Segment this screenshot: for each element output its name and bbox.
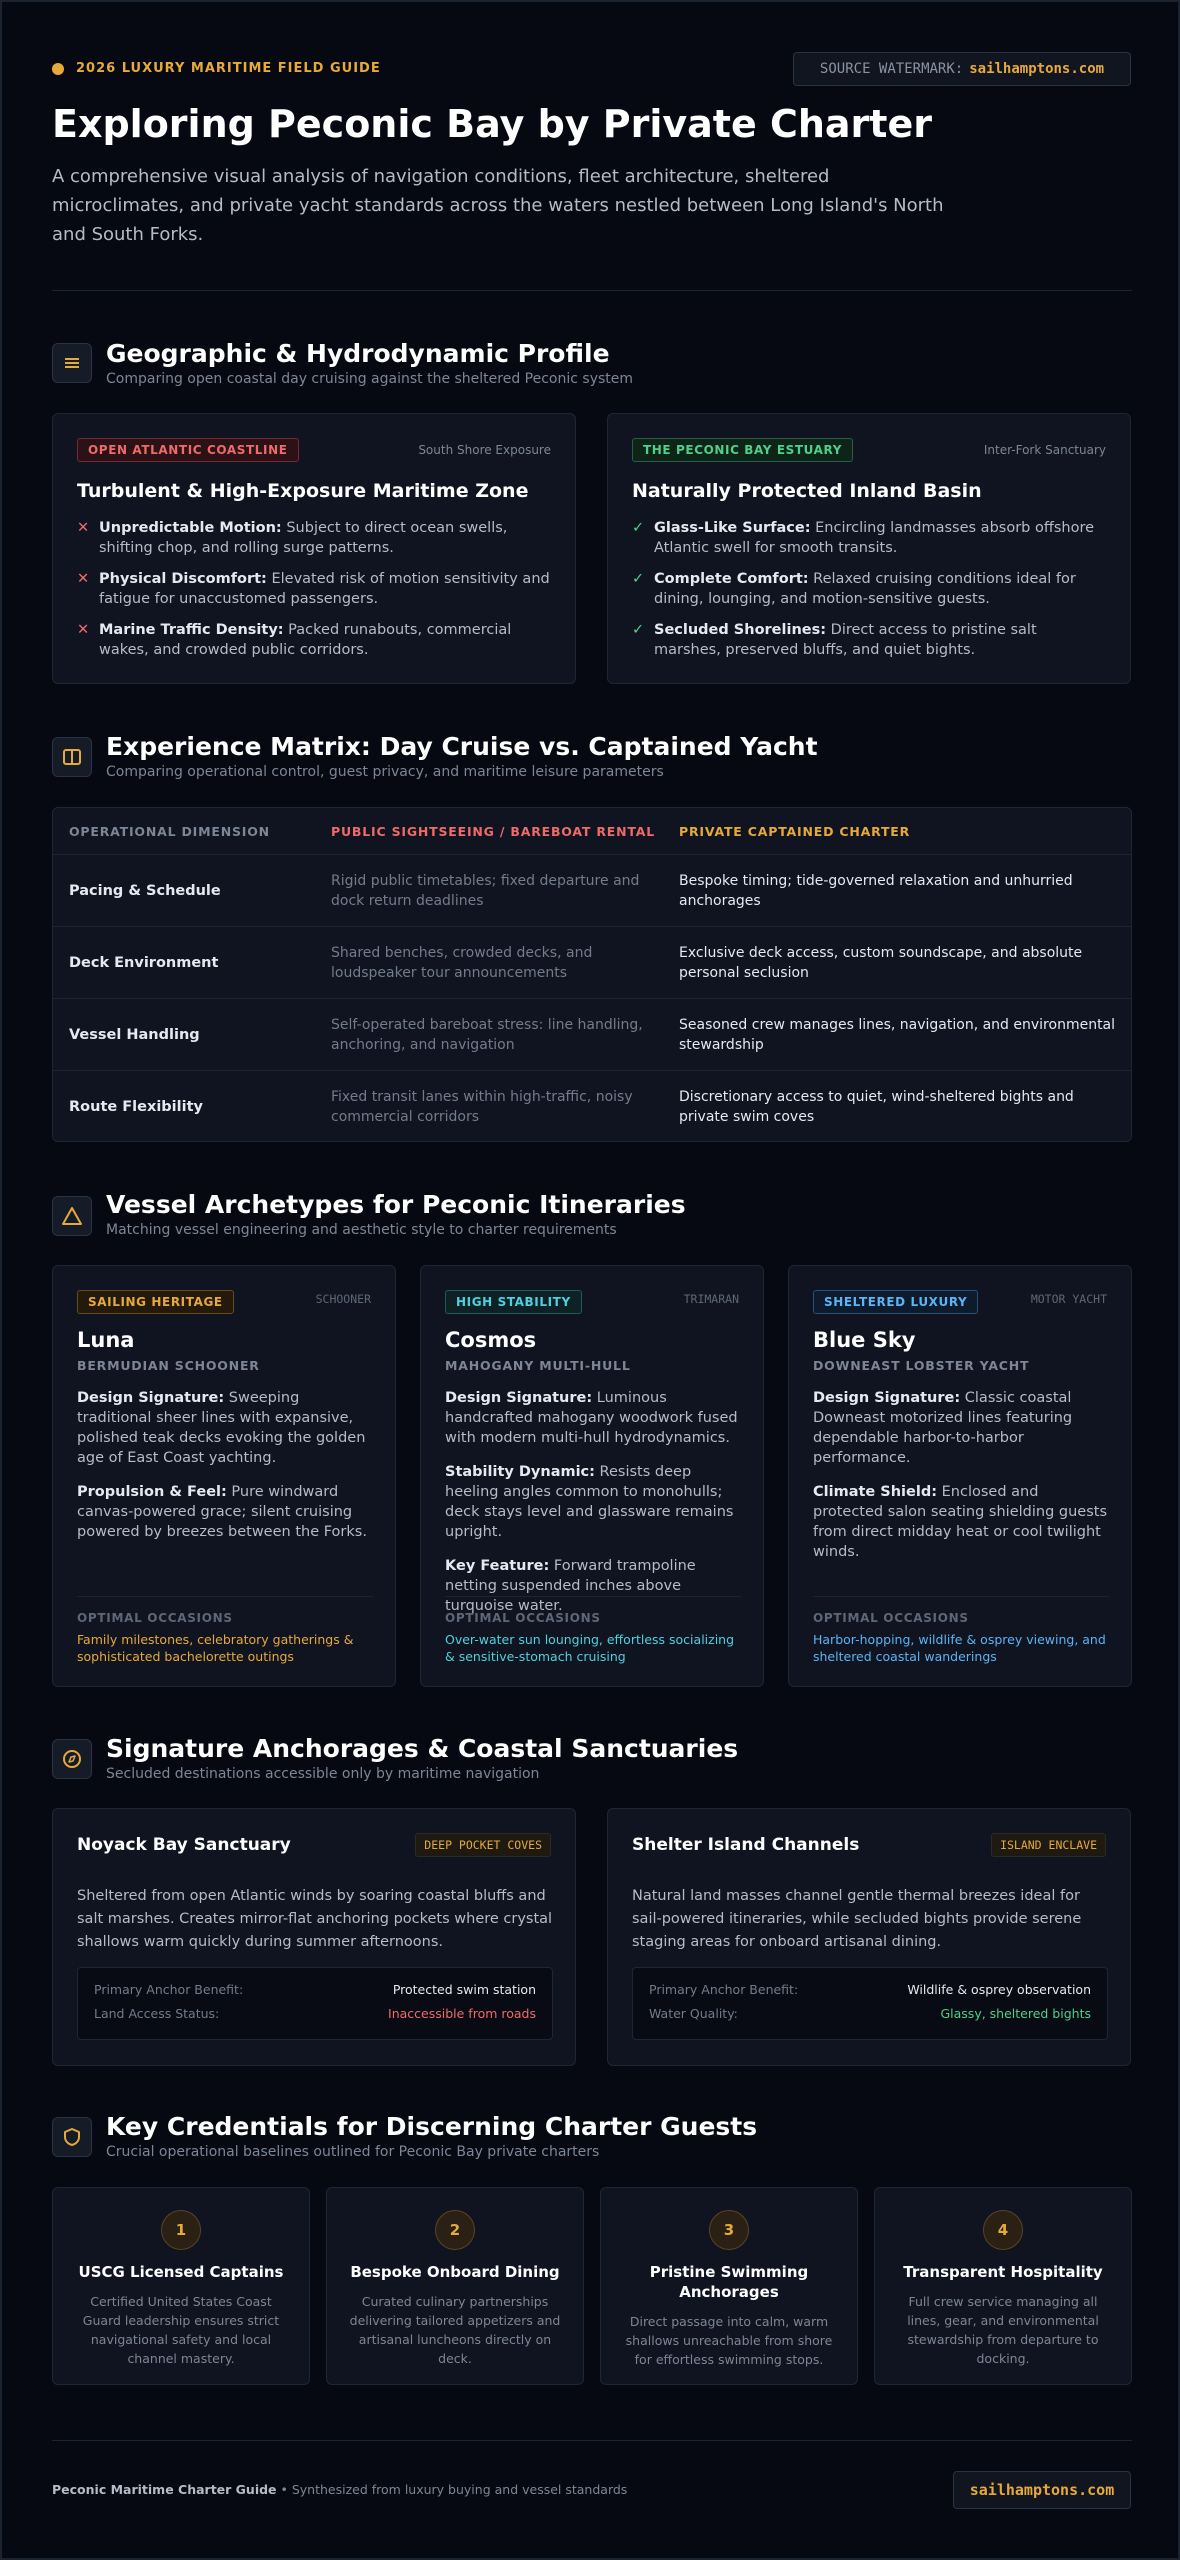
credential-card xyxy=(874,2187,1132,2385)
vessel-detail: Design Signature: Sweeping traditional sheer lines with expansive, polished teak decks evoking the golden age of East Coast yachting. xyxy=(77,1390,366,1466)
section-subtitle-vessels: Matching vessel engineering and aesthetic style to charter requirements xyxy=(106,1222,617,1238)
row-public: Self-operated bareboat stress: line handling, anchoring, and navigation xyxy=(331,1017,643,1053)
kicker-dot-icon xyxy=(52,63,64,75)
vessel-kind: MOTOR YACHT xyxy=(1030,1292,1107,1306)
occasions-label: OPTIMAL OCCASIONS xyxy=(813,1611,969,1625)
fact-row xyxy=(94,2006,536,2021)
footer-brand: Peconic Maritime Charter Guide xyxy=(52,2482,277,2497)
page-title: Exploring Peconic Bay by Private Charter xyxy=(52,102,932,146)
anchorage-facts xyxy=(77,1967,553,2040)
row-private: Seasoned crew manages lines, navigation, and environmental stewardship xyxy=(679,1017,1116,1053)
list-item: ✓ Complete Comfort: Relaxed cruising conditions ideal for dining, lounging, and motion-sensitive guests. xyxy=(632,571,1076,607)
credential-title: USCG Licensed Captains xyxy=(78,2263,284,2281)
footer-text xyxy=(52,2482,627,2497)
cross-icon: ✕ xyxy=(77,622,90,638)
divider xyxy=(52,290,1132,291)
peconic-tag: THE PECONIC BAY ESTUARY xyxy=(632,438,853,462)
section-compass-icon xyxy=(52,1739,92,1779)
anchorage-badge: ISLAND ENCLAVE xyxy=(991,1833,1106,1857)
vessel-details xyxy=(77,1388,373,1542)
table-row xyxy=(53,998,1131,1070)
vessel-tag: SAILING HERITAGE xyxy=(77,1290,234,1314)
kicker-text: 2026 LUXURY MARITIME FIELD GUIDE xyxy=(76,61,381,76)
divider xyxy=(77,1596,373,1597)
anchorage-card-shelter-island xyxy=(607,1808,1131,2066)
row-dimension: Pacing & Schedule xyxy=(69,883,221,899)
vessel-card-cosmos xyxy=(420,1265,764,1687)
credential-number: 1 xyxy=(161,2210,201,2250)
section-subtitle-matrix: Comparing operational control, guest privacy, and maritime leisure parameters xyxy=(106,764,664,780)
fact-value: Wildlife & osprey observation xyxy=(907,1982,1091,1997)
anchorage-title: Noyack Bay Sanctuary xyxy=(77,1835,291,1855)
section-shield-icon xyxy=(52,2117,92,2157)
list-item: ✓ Secluded Shorelines: Direct access to pristine salt marshes, preserved bluffs, and quiet bights. xyxy=(632,622,1037,658)
fact-value: Protected swim station xyxy=(392,1982,536,1997)
vessel-occasions: Harbor-hopping, wildlife & osprey viewing, and sheltered coastal wanderings xyxy=(813,1632,1106,1664)
fact-value: Inaccessible from roads xyxy=(388,2006,536,2021)
section-book-icon xyxy=(52,737,92,777)
list-item: ✕ Unpredictable Motion: Subject to direct ocean swells, shifting chop, and rolling surge patterns. xyxy=(77,520,508,556)
anchorage-text: Natural land masses channel gentle thermal breezes ideal for sail-powered itineraries, while secluded bights provide serene staging areas for onboard artisanal dining. xyxy=(632,1888,1082,1950)
anchorage-badge: DEEP POCKET COVES xyxy=(415,1833,551,1857)
table-row xyxy=(53,854,1131,926)
credential-number: 4 xyxy=(983,2210,1023,2250)
list-item: ✕ Marine Traffic Density: Packed runabouts, commercial wakes, and crowded public corridors. xyxy=(77,622,512,658)
row-private: Exclusive deck access, custom soundscape, and absolute personal seclusion xyxy=(679,945,1083,981)
watermark-label: SOURCE WATERMARK: xyxy=(819,61,964,77)
occasions-label: OPTIMAL OCCASIONS xyxy=(77,1611,233,1625)
credential-text: Curated culinary partnerships delivering tailored appetizers and artisanal luncheons directly on deck. xyxy=(349,2294,561,2366)
fact-row xyxy=(649,2006,1091,2021)
table-header-public: PUBLIC SIGHTSEEING / BAREBOAT RENTAL xyxy=(331,824,655,839)
section-menu-icon xyxy=(52,343,92,383)
divider xyxy=(813,1596,1109,1597)
anchorage-facts xyxy=(632,1967,1108,2040)
vessel-type: DOWNEAST LOBSTER YACHT xyxy=(813,1358,1030,1373)
credential-title: Transparent Hospitality xyxy=(903,2263,1103,2281)
vessel-name: Blue Sky xyxy=(813,1328,916,1352)
vessel-type: BERMUDIAN SCHOONER xyxy=(77,1358,260,1373)
section-subtitle-credentials: Crucial operational baselines outlined for Peconic Bay private charters xyxy=(106,2144,600,2160)
divider xyxy=(445,1596,741,1597)
list-item: ✓ Glass-Like Surface: Encircling landmasses absorb offshore Atlantic swell for smooth transits. xyxy=(632,520,1095,556)
check-icon: ✓ xyxy=(632,622,645,638)
credential-number: 3 xyxy=(709,2210,749,2250)
section-subtitle-geo: Comparing open coastal day cruising against the sheltered Peconic system xyxy=(106,371,634,387)
row-public: Rigid public timetables; fixed departure and dock return deadlines xyxy=(331,873,640,909)
list-item: ✕ Physical Discomfort: Elevated risk of motion sensitivity and fatigue for unaccustomed passengers. xyxy=(77,571,550,607)
vessel-card-luna xyxy=(52,1265,396,1687)
row-public: Fixed transit lanes within high-traffic, noisy commercial corridors xyxy=(331,1089,633,1125)
fact-key: Land Access Status: xyxy=(94,2006,220,2021)
vessel-details xyxy=(813,1388,1109,1562)
fact-key: Primary Anchor Benefit: xyxy=(94,1982,244,1997)
credential-number: 2 xyxy=(435,2210,475,2250)
check-icon: ✓ xyxy=(632,520,645,536)
vessel-tag: HIGH STABILITY xyxy=(445,1290,582,1314)
vessel-occasions: Family milestones, celebratory gatherings & sophisticated bachelorette outings xyxy=(77,1632,354,1664)
credential-card xyxy=(52,2187,310,2385)
fact-value: Glassy, sheltered bights xyxy=(940,2006,1091,2021)
vessel-kind: SCHOONER xyxy=(315,1292,371,1306)
fact-key: Primary Anchor Benefit: xyxy=(649,1982,799,1997)
section-triangle-icon xyxy=(52,1196,92,1236)
source-watermark xyxy=(793,52,1131,86)
atlantic-exposure-label: South Shore Exposure xyxy=(418,443,551,457)
cross-icon: ✕ xyxy=(77,520,90,536)
section-title-geo: Geographic & Hydrodynamic Profile xyxy=(106,339,610,368)
fact-row xyxy=(649,1982,1091,1997)
vessel-type: MAHOGANY MULTI-HULL xyxy=(445,1358,631,1373)
vessel-name: Luna xyxy=(77,1328,135,1352)
section-title-matrix: Experience Matrix: Day Cruise vs. Captained Yacht xyxy=(106,732,818,761)
table-header-dimension: OPERATIONAL DIMENSION xyxy=(69,824,270,839)
anchorage-title: Shelter Island Channels xyxy=(632,1835,860,1855)
peconic-list xyxy=(632,518,1108,660)
vessel-detail: Climate Shield: Enclosed and protected salon seating shielding guests from direct midday heat or cool twilight winds. xyxy=(813,1484,1108,1560)
vessel-detail: Design Signature: Luminous handcrafted mahogany woodwork fused with modern multi-hull hydrodynamics. xyxy=(445,1390,738,1446)
table-header-private: PRIVATE CAPTAINED CHARTER xyxy=(679,824,911,839)
table-row xyxy=(53,1070,1131,1142)
atlantic-card xyxy=(52,413,576,684)
experience-matrix-table xyxy=(52,807,1132,1142)
table-row xyxy=(53,926,1131,998)
credential-title: Pristine Swimming Anchorages xyxy=(649,2263,809,2301)
credential-text: Direct passage into calm, warm shallows unreachable from shore for effortless swimming stops. xyxy=(625,2314,833,2367)
page-lead: A comprehensive visual analysis of navigation conditions, fleet architecture, sheltered microclimates, and private yacht standards across the waters nestled between Long Island's North and South Forks. xyxy=(52,166,944,245)
row-public: Shared benches, crowded decks, and loudspeaker tour announcements xyxy=(331,945,593,981)
anchorage-text: Sheltered from open Atlantic winds by soaring coastal bluffs and salt marshes. Creates mirror-flat anchoring pockets where crystal shallows warm quickly during summer afternoons. xyxy=(77,1888,553,1950)
section-title-anchorages: Signature Anchorages & Coastal Sanctuaries xyxy=(106,1734,739,1763)
check-icon: ✓ xyxy=(632,571,645,587)
anchorage-card-noyack xyxy=(52,1808,576,2066)
vessel-detail: Stability Dynamic: Resists deep heeling angles common to monohulls; deck stays level and glassware remains upright. xyxy=(445,1464,734,1540)
footer-note: • Synthesized from luxury buying and vessel standards xyxy=(276,2482,628,2497)
section-subtitle-anchorages: Secluded destinations accessible only by maritime navigation xyxy=(106,1766,540,1782)
credential-card xyxy=(326,2187,584,2385)
atlantic-heading: Turbulent & High-Exposure Maritime Zone xyxy=(77,480,529,502)
credential-card xyxy=(600,2187,858,2385)
vessel-tag: SHELTERED LUXURY xyxy=(813,1290,978,1314)
row-private: Bespoke timing; tide-governed relaxation and unhurried anchorages xyxy=(679,873,1073,909)
watermark-value: sailhamptons.com xyxy=(969,61,1105,77)
row-dimension: Route Flexibility xyxy=(69,1099,203,1115)
atlantic-tag: OPEN ATLANTIC COASTLINE xyxy=(77,438,299,462)
credential-text: Certified United States Coast Guard leadership ensures strict navigational safety and local channel mastery. xyxy=(82,2294,280,2366)
credential-title: Bespoke Onboard Dining xyxy=(350,2263,560,2281)
guide-kicker xyxy=(52,61,381,76)
vessel-details xyxy=(445,1388,741,1616)
section-title-credentials: Key Credentials for Discerning Charter Guests xyxy=(106,2112,758,2141)
divider xyxy=(52,2440,1132,2441)
cross-icon: ✕ xyxy=(77,571,90,587)
vessel-detail: Key Feature: Forward trampoline netting suspended inches above turquoise water. xyxy=(445,1558,696,1614)
credential-text: Full crew service managing all lines, gear, and environmental stewardship from departure to docking. xyxy=(907,2294,1099,2366)
peconic-card xyxy=(607,413,1131,684)
row-dimension: Deck Environment xyxy=(69,955,219,971)
section-title-vessels: Vessel Archetypes for Peconic Itineraries xyxy=(106,1190,686,1219)
row-private: Discretionary access to quiet, wind-sheltered bights and private swim coves xyxy=(679,1089,1074,1125)
fact-row xyxy=(94,1982,536,1997)
peconic-sanctuary-label: Inter-Fork Sanctuary xyxy=(983,443,1106,457)
peconic-heading: Naturally Protected Inland Basin xyxy=(632,480,982,502)
vessel-detail: Design Signature: Classic coastal Downeast motorized lines featuring dependable harbor-to-harbor performance. xyxy=(813,1390,1073,1466)
occasions-label: OPTIMAL OCCASIONS xyxy=(445,1611,601,1625)
fact-key: Water Quality: xyxy=(649,2006,738,2021)
vessel-occasions: Over-water sun lounging, effortless socializing & sensitive-stomach cruising xyxy=(445,1632,735,1664)
atlantic-list xyxy=(77,518,553,660)
vessel-name: Cosmos xyxy=(445,1328,537,1352)
vessel-card-blue-sky xyxy=(788,1265,1132,1687)
vessel-kind: TRIMARAN xyxy=(683,1292,739,1306)
footer-badge: sailhamptons.com xyxy=(953,2471,1131,2509)
row-dimension: Vessel Handling xyxy=(69,1027,200,1043)
vessel-detail: Propulsion & Feel: Pure windward canvas-powered grace; silent cruising powered by breezes between the Forks. xyxy=(77,1484,367,1540)
